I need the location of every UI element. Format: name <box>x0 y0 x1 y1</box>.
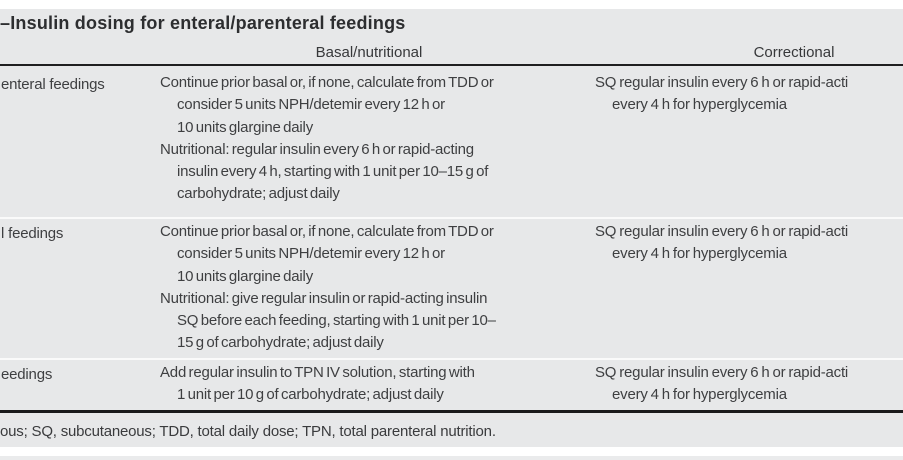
correctional-cell-row1 <box>595 72 903 117</box>
column-header-correctional: Correctional <box>753 44 835 61</box>
bottom-rule <box>0 410 903 413</box>
cell-line: Nutritional: give regular insulin or rapid-acting insulin <box>160 289 488 307</box>
cell-line: SQ regular insulin every 6 h or rapid-acti <box>595 223 849 240</box>
row-separator <box>0 217 903 219</box>
row-label-parenteral-feedings: eedings <box>1 366 53 383</box>
cell-line: Continue prior basal or, if none, calculate from TDD or <box>160 223 494 240</box>
cell-line: 1 unit per 10 g of carbohydrate; adjust daily <box>177 386 444 404</box>
column-header-basal-nutritional: Basal/nutritional <box>315 44 423 61</box>
table-title: –Insulin dosing for enteral/parenteral feedings <box>0 13 406 33</box>
correctional-cell-row3 <box>595 362 903 407</box>
header-rule <box>0 64 903 66</box>
cell-line: 10 units glargine daily <box>177 118 313 136</box>
basal-cell-row1 <box>160 72 584 206</box>
cell-line: consider 5 units NPH/detemir every 12 h or <box>177 96 445 114</box>
cell-line: carbohydrate; adjust daily <box>177 185 340 203</box>
row-separator <box>0 358 903 360</box>
cell-line: SQ before each feeding, starting with 1 unit per 10– <box>177 312 496 330</box>
cell-line: Nutritional: regular insulin every 6 h or rapid-acting <box>160 140 474 158</box>
basal-cell-row2 <box>160 221 584 355</box>
cell-line: insulin every 4 h, starting with 1 unit per 10–15 g of <box>177 163 489 181</box>
cell-line: consider 5 units NPH/detemir every 12 h or <box>177 245 445 263</box>
cell-line: 10 units glargine daily <box>177 267 313 285</box>
cell-line: every 4 h for hyperglycemia <box>612 386 787 404</box>
cell-line: SQ regular insulin every 6 h or rapid-acti <box>595 364 849 381</box>
bottom-edge-strip <box>0 456 903 460</box>
cell-line: Continue prior basal or, if none, calculate from TDD or <box>160 74 494 91</box>
row-label-bolus-feedings: l feedings <box>1 225 64 242</box>
cell-line: every 4 h for hyperglycemia <box>612 96 787 114</box>
cell-line: Add regular insulin to TPN IV solution, starting with <box>160 364 475 381</box>
row-label-enteral-feedings: enteral feedings <box>1 76 105 93</box>
cell-line: SQ regular insulin every 6 h or rapid-acti <box>595 74 849 91</box>
table-footnote: ous; SQ, subcutaneous; TDD, total daily dose; TPN, total parenteral nutrition. <box>0 423 496 440</box>
cell-line: every 4 h for hyperglycemia <box>612 245 787 263</box>
basal-cell-row3 <box>160 362 584 407</box>
correctional-cell-row2 <box>595 221 903 266</box>
cell-line: 15 g of carbohydrate; adjust daily <box>177 334 384 352</box>
